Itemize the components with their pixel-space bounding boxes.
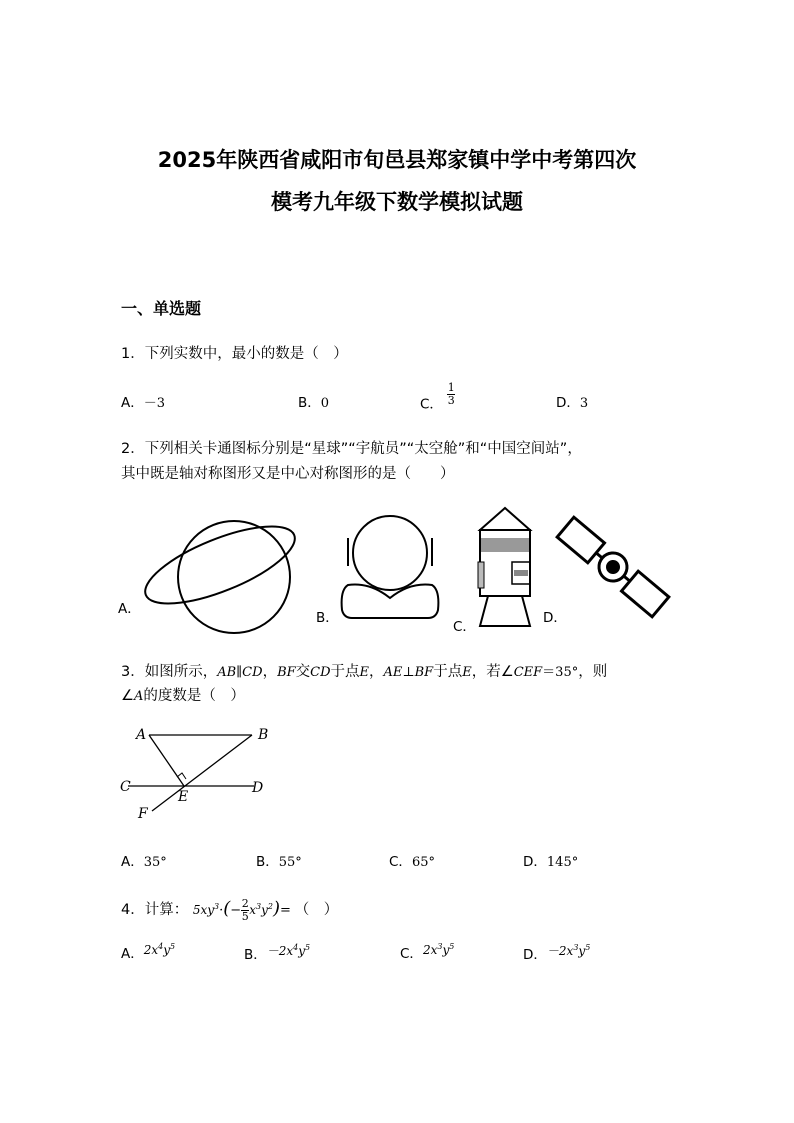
q1-option-d[interactable] xyxy=(556,391,588,411)
q2-option-a[interactable]: A． xyxy=(118,601,141,617)
q4-option-b[interactable]: B．$-2x^4y^5$ xyxy=(244,943,311,963)
space-station-icon[interactable] xyxy=(557,516,670,617)
astronaut-icon[interactable] xyxy=(342,516,439,618)
label-c: C xyxy=(120,779,131,795)
q3-geometry-figure xyxy=(100,720,300,830)
q1-d-value: 3 xyxy=(579,396,589,411)
q4-option-d[interactable]: D．$-2x^3y^5$ xyxy=(523,943,591,963)
q3-option-a[interactable]: A．35° xyxy=(121,854,167,870)
label-f: F xyxy=(138,806,148,822)
q1-option-a[interactable] xyxy=(121,391,165,411)
section-heading: 一、单选题 xyxy=(121,299,202,318)
q4-option-c[interactable]: C．$2x^3y^5$ xyxy=(400,942,455,962)
q1-b-label: B． xyxy=(298,395,321,411)
q2-option-c[interactable]: C． xyxy=(453,619,476,635)
q3-stem-line-1: 3．如图所示，AB∥CD，BF交CD于点E，AE⊥BF于点E，若∠CEF＝35°，则 xyxy=(121,664,608,680)
q2-figures xyxy=(0,500,794,640)
label-e: E xyxy=(178,789,189,805)
q2-option-b[interactable]: B． xyxy=(316,610,339,626)
q1-b-value: 0 xyxy=(320,396,330,411)
label-b: B xyxy=(258,727,269,743)
q4-option-a[interactable]: A．$2x^4y^5$ xyxy=(121,942,176,962)
space-capsule-icon[interactable] xyxy=(478,508,530,626)
q1-option-b[interactable] xyxy=(298,391,329,411)
q1-c-label: C． xyxy=(420,396,443,413)
title-line-1: 2025年陕西省咸阳市旬邑县郑家镇中学中考第四次 xyxy=(157,148,637,172)
q3-stem-line-2: ∠A的度数是（ ） xyxy=(121,688,245,704)
label-a: A xyxy=(136,727,147,743)
q1-option-c[interactable] xyxy=(420,382,455,413)
q4-expression: $5xy^3\cdot(-$ $\frac{2}{5}$ $x^3y^2)=$ xyxy=(192,897,291,923)
q2-option-d[interactable]: D． xyxy=(543,610,567,626)
q1-a-value: －3 xyxy=(143,396,166,411)
q1-c-fraction: $\frac{1}{3}$ xyxy=(447,381,455,407)
title-line-2: 模考九年级下数学模拟试题 xyxy=(271,190,523,214)
q2-stem-line-1: 2．下列相关卡通图标分别是“星球”“宇航员”“太空舱”和“中国空间站”， xyxy=(121,441,582,457)
planet-icon[interactable] xyxy=(136,511,304,633)
label-d: D xyxy=(252,780,264,796)
q3-option-b[interactable]: B．55° xyxy=(256,854,302,870)
q3-option-c[interactable]: C．65° xyxy=(389,854,435,870)
q4-stem: 4．计算： $5xy^3\cdot(-$ $\frac{2}{5}$ $x^3y^2)=$ （ ） xyxy=(121,897,339,923)
q1-stem: 1．下列实数中，最小的数是（ ） xyxy=(121,346,348,362)
q1-d-label: D． xyxy=(556,395,580,411)
q3-option-d[interactable]: D．145° xyxy=(523,854,579,870)
q1-a-label: A． xyxy=(121,395,144,411)
q2-stem-line-2: 其中既是轴对称图形又是中心对称图形的是（ ） xyxy=(121,466,455,482)
